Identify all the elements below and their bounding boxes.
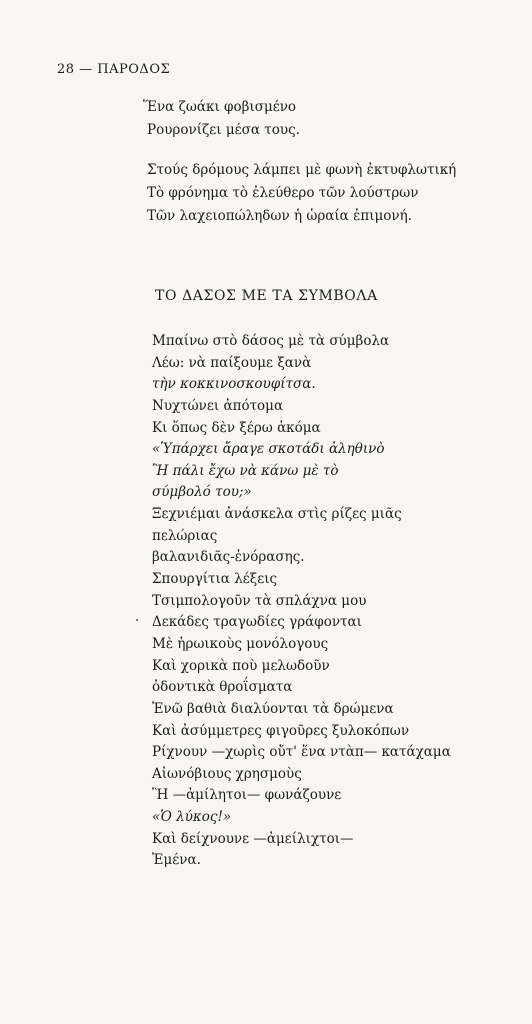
poem-line: βαλανιδιᾶς-ἐνόρασης. [152, 549, 305, 566]
poem-line: ὀδοντικὰ θροΐσματα [152, 679, 293, 696]
poem-line: Ἐμένα. [152, 852, 201, 869]
poem-line: πελώριας [152, 527, 218, 544]
poem-line: Καὶ δείχνουνε —ἀμείλιχτοι— [152, 830, 354, 847]
poem-line: Ξεχνιέμαι ἀνάσκελα στὶς ρίζες μιᾶς [152, 506, 402, 523]
stanza-2 [147, 159, 456, 228]
poem-line: Ἢ πάλι ἔχω νὰ κάνω μὲ τὸ [152, 462, 339, 479]
poem-line: Τὸ φρόνημα τὸ ἐλεύθερο τῶν λούστρων [147, 185, 419, 201]
poem-line: Νυχτώνει ἀπότομα [152, 397, 284, 414]
poem-line: Στούς δρόμους λάμπει μὲ φωνὴ ἐκτυφλωτική [147, 162, 457, 178]
poem-line: Τῶν λαχειοπώληδων ἡ ὡραία ἐπιμονή. [147, 208, 412, 224]
stanza-1 [143, 96, 300, 142]
poem-line: Σπουργίτια λέξεις [152, 571, 278, 588]
poem-line: τὴν κοκκινοσκουφίτσα. [152, 376, 316, 393]
poem-line-text: Λέω: νὰ παίξουμε ξανὰ [152, 354, 312, 371]
poem-line: Αἰωνόβιους χρησμοὺς [152, 765, 302, 782]
print-speck [136, 619, 138, 621]
poem-line [152, 353, 451, 375]
poem-line: Καὶ χορικὰ ποὺ μελωδοῦν [152, 657, 330, 674]
poem-line: Κι ὅπως δὲν ξέρω ἀκόμα [152, 419, 321, 436]
poem-line: σύμβολό του;» [152, 484, 252, 501]
poem-line: Μπαίνω στὸ δάσος μὲ τὰ σύμβολα [152, 333, 390, 349]
poem-line: Καὶ ἀσύμμετρες φιγοῦρες ξυλοκόπων [152, 722, 410, 739]
poem-line: «Ὁ λύκος!» [152, 809, 232, 826]
poem-line: Ἕνα ζωάκι φοβισμένο [143, 99, 297, 115]
poem-line: Ἢ —ἀμίλητοι— φωνάζουνε [152, 787, 342, 804]
poem-line: Τσιμπολογοῦν τὰ σπλάχνα μου [152, 592, 367, 609]
poem-line: «Ὑπάρχει ἄραγε σκοτάδι ἀληθινὸ [152, 441, 385, 458]
poem-line: Δεκάδες τραγωδίες γράφονται [152, 614, 362, 631]
poem-body [152, 331, 451, 872]
poem-line: Ρουρονίζει μέσα τους. [147, 122, 300, 138]
poem-title: ΤΟ ΔΑΣΟΣ ΜΕ ΤΑ ΣΥΜΒΟΛΑ [155, 288, 378, 304]
running-head: 28 — ΠΑΡΟΔΟΣ [57, 62, 171, 77]
poem-line: Ἐνῶ βαθιὰ διαλύονται τὰ δρώμενα [152, 700, 394, 717]
poem-line: Μὲ ἡρωικοὺς μονόλογους [152, 635, 329, 652]
poem-line: Ρίχνουν —χωρὶς οὔτ' ἕνα ντὰπ— κατάχαμα [152, 744, 451, 761]
